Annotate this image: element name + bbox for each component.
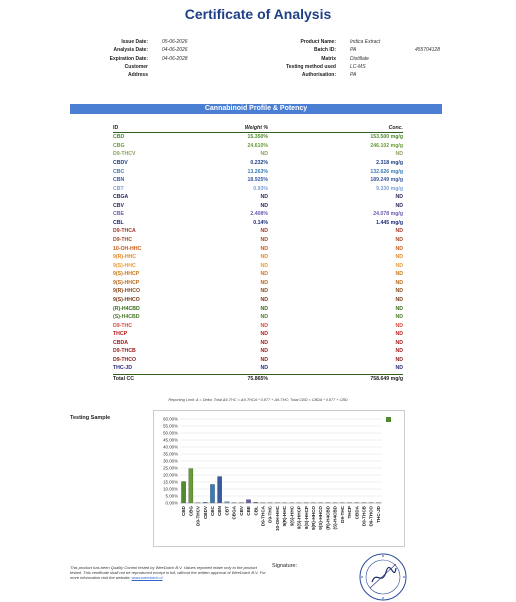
cell-conc: 24.078 mg/g (268, 211, 403, 217)
table-row (113, 244, 403, 253)
x-tick-label: CBDV (203, 505, 208, 519)
x-tick-label: CBG (188, 506, 193, 517)
table-row (113, 193, 403, 202)
meta-label: Analysis Date: (70, 46, 148, 54)
x-tick-label: CBT (224, 506, 229, 516)
meta-value: PA (336, 71, 400, 79)
cell-id: CBE (113, 211, 203, 217)
cell-weight: 24.610% (203, 143, 268, 149)
cell-conc: ND (268, 151, 403, 157)
total-weight: 75.865% (203, 376, 268, 382)
table-row (113, 330, 403, 339)
signature-label: Signature: (272, 563, 297, 569)
x-tick-label: 9(S)-HHCO (318, 506, 323, 530)
cell-id: CBDA (113, 340, 203, 346)
cell-conc: ND (268, 297, 403, 303)
table-row (113, 339, 403, 348)
cell-conc: 1.445 mg/g (268, 220, 403, 226)
x-tick-label: THC-JD (376, 505, 381, 523)
cell-conc: ND (268, 203, 403, 209)
cell-id: D9-THCA (113, 228, 203, 234)
cell-conc: ND (268, 340, 403, 346)
x-tick-label: CBE (246, 506, 251, 516)
meta-right (258, 38, 440, 79)
meta-value: Indica Extract (336, 38, 400, 46)
cell-conc: ND (268, 280, 403, 286)
table-row (113, 296, 403, 305)
table-row (113, 287, 403, 296)
x-tick-label: D9-THC (340, 505, 345, 523)
y-tick-label: 5.00% (166, 494, 179, 499)
cell-id: CBC (113, 169, 203, 175)
cell-id: CBV (113, 203, 203, 209)
y-tick-label: 40.00% (163, 445, 178, 450)
y-tick-label: 0.00% (166, 501, 179, 506)
meta-extra (400, 38, 440, 46)
x-tick-label: (S)-H4CBD (333, 505, 338, 529)
cell-conc: ND (268, 365, 403, 371)
cell-id: 9(S)-HHCP (113, 280, 203, 286)
meta-left (70, 38, 222, 79)
cell-weight: ND (203, 151, 268, 157)
total-label: Total CC (113, 376, 203, 382)
cell-weight: ND (203, 194, 268, 200)
table-row (113, 236, 403, 245)
cell-weight: ND (203, 263, 268, 269)
cell-conc: 9.330 mg/g (268, 186, 403, 192)
cell-id: (R)-H4CBD (113, 306, 203, 312)
cell-id: D9-THCV (113, 151, 203, 157)
y-tick-label: 55.00% (163, 424, 178, 429)
header-conc: Conc. (268, 125, 403, 131)
meta-row (70, 63, 222, 71)
bar (189, 469, 193, 503)
table-row (113, 202, 403, 211)
table-row (113, 159, 403, 168)
table-row (113, 176, 403, 185)
cell-id: D9-THCB (113, 348, 203, 354)
meta-label: Issue Date: (70, 38, 148, 46)
chart-title: Testing Sample (70, 415, 110, 421)
cell-weight: ND (203, 203, 268, 209)
table-row (113, 279, 403, 288)
cell-weight: ND (203, 323, 268, 329)
footer-disclaimer (70, 565, 270, 581)
cell-weight: ND (203, 306, 268, 312)
cell-id: 9(R)-HHC (113, 254, 203, 260)
meta-extra (400, 63, 440, 71)
table-row (113, 313, 403, 322)
cell-id: 10-OH-HHC (113, 246, 203, 252)
cell-id: CBG (113, 143, 203, 149)
x-tick-label: 9(R)-HHC (282, 505, 287, 526)
cell-weight: ND (203, 314, 268, 320)
meta-value: 04-06-2028 (148, 55, 222, 63)
meta-value: Distillate (336, 55, 400, 63)
x-tick-label: 10-OH-HHC (275, 505, 280, 531)
meta-label: Customer (70, 63, 148, 71)
cell-weight: ND (203, 228, 268, 234)
cell-id: D9-THC (113, 237, 203, 243)
footer-link[interactable]: www.weedutch.nl (132, 575, 163, 580)
cell-conc: ND (268, 357, 403, 363)
footer-text: This product has been Quality Control tested by WeeDutch B.V. Values reported relate only to the product tested. This certificate shall not be reproduced except in full, without the written approval of WeeDutch B.V. For more information visit the website: (70, 565, 266, 580)
x-tick-label: 9(R)-HHCO (311, 506, 316, 530)
cell-id: D9-THCO (113, 357, 203, 363)
cell-weight: ND (203, 357, 268, 363)
x-tick-label: CBDA (354, 505, 359, 519)
cell-weight: ND (203, 348, 268, 354)
stamp-seal-icon (358, 552, 408, 602)
meta-label: Product Name: (258, 38, 336, 46)
cell-id: CBT (113, 186, 203, 192)
y-tick-label: 45.00% (163, 438, 178, 443)
meta-row (70, 46, 222, 54)
cell-conc: ND (268, 288, 403, 294)
x-tick-label: D9-THCB (361, 505, 366, 526)
meta-value: LC-MS (336, 63, 400, 71)
cell-conc: 2.318 mg/g (268, 160, 403, 166)
meta-extra (400, 71, 440, 79)
cell-weight: ND (203, 331, 268, 337)
cell-weight: ND (203, 297, 268, 303)
cell-conc: ND (268, 228, 403, 234)
meta-label: Testing method used (258, 63, 336, 71)
meta-label: Batch ID: (258, 46, 336, 54)
cell-id: CBL (113, 220, 203, 226)
cell-conc: 246.102 mg/g (268, 143, 403, 149)
x-tick-label: CBV (239, 505, 244, 516)
header-id: ID (113, 125, 203, 131)
table-row (113, 261, 403, 270)
cell-weight: ND (203, 237, 268, 243)
meta-label: Matrix (258, 55, 336, 63)
table-row (113, 184, 403, 193)
cell-conc: ND (268, 331, 403, 337)
table-row (113, 219, 403, 228)
cell-conc: ND (268, 271, 403, 277)
header-weight: Weight % (203, 125, 268, 131)
table-row (113, 167, 403, 176)
table-body (113, 133, 403, 373)
total-conc: 758.649 mg/g (268, 376, 403, 382)
cell-weight: 13.263% (203, 169, 268, 175)
cell-weight: ND (203, 254, 268, 260)
reporting-note: Reporting Limit: Δ = Delta; Total Δ9-THC = Δ9-THCA * 0.877 + Δ9-THC; Total CBD = CBDA * 0.877 + CBD (0, 398, 516, 402)
cell-id: THC-JD (113, 365, 203, 371)
cell-weight: ND (203, 280, 268, 286)
y-tick-label: 60.00% (163, 417, 178, 422)
cell-weight: ND (203, 340, 268, 346)
document-title: Certificate of Analysis (0, 6, 516, 22)
table-row (113, 142, 403, 151)
table-row (113, 347, 403, 356)
table-row (113, 321, 403, 330)
cell-conc: 153.500 mg/g (268, 134, 403, 140)
cell-weight: ND (203, 288, 268, 294)
meta-value: PA (336, 46, 400, 54)
table-row (113, 304, 403, 313)
x-tick-label: CBL (253, 506, 258, 516)
meta-label: Authorisation: (258, 71, 336, 79)
cell-id: D9-THC (113, 323, 203, 329)
x-tick-label: D9-THCA (260, 505, 265, 526)
cell-weight: 0.93% (203, 186, 268, 192)
y-tick-label: 50.00% (163, 431, 178, 436)
cell-conc: ND (268, 194, 403, 200)
meta-value (148, 63, 222, 71)
meta-row (258, 55, 440, 63)
table-row (113, 210, 403, 219)
cell-weight: 15.350% (203, 134, 268, 140)
y-tick-label: 35.00% (163, 452, 178, 457)
x-tick-label: D9-THCO (369, 506, 374, 527)
cell-id: CBDV (113, 160, 203, 166)
meta-row (70, 38, 222, 46)
meta-value: 04-06-2026 (148, 46, 222, 54)
meta-label: Expiration Date: (70, 55, 148, 63)
meta-extra: 455704128 (400, 46, 440, 54)
cell-id: THCP (113, 331, 203, 337)
bar (218, 477, 222, 503)
cell-id: CBD (113, 134, 203, 140)
cell-id: 9(S)-HHCO (113, 297, 203, 303)
bar (246, 500, 250, 503)
cell-id: 9(R)-HHCO (113, 288, 203, 294)
bar (181, 482, 185, 503)
table-row (113, 150, 403, 159)
y-tick-label: 15.00% (163, 480, 178, 485)
chart-container (153, 410, 405, 547)
x-tick-label: D9-THC (268, 505, 273, 523)
cell-weight: 2.408% (203, 211, 268, 217)
cell-conc: ND (268, 263, 403, 269)
cell-conc: ND (268, 254, 403, 260)
bar-chart (154, 411, 404, 546)
bar (210, 484, 214, 503)
cell-weight: 0.232% (203, 160, 268, 166)
x-tick-label: CBC (210, 505, 215, 516)
cell-conc: ND (268, 348, 403, 354)
table-row (113, 133, 403, 142)
x-tick-label: CBGA (232, 505, 237, 519)
y-tick-label: 20.00% (163, 473, 178, 478)
meta-row (258, 71, 440, 79)
cell-weight: 0.14% (203, 220, 268, 226)
cell-conc: 189.249 mg/g (268, 177, 403, 183)
cell-id: (S)-H4CBD (113, 314, 203, 320)
x-tick-label: 9(S)-HHCP (297, 506, 302, 529)
section-title-bar: Cannabinoid Profile & Potency (70, 104, 442, 114)
cell-conc: ND (268, 237, 403, 243)
x-tick-label: D9-THCV (196, 505, 201, 526)
meta-value (148, 71, 222, 79)
cell-id: CBGA (113, 194, 203, 200)
meta-row (258, 63, 440, 71)
x-tick-label: (R)-H4CBD (325, 505, 330, 529)
table-header (113, 123, 403, 133)
table-row (113, 356, 403, 365)
cell-weight: ND (203, 271, 268, 277)
x-tick-label: THCP (347, 506, 352, 519)
x-tick-label: CBN (217, 505, 222, 516)
meta-row (70, 55, 222, 63)
cell-id: 9(S)-HHC (113, 263, 203, 269)
cell-conc: ND (268, 323, 403, 329)
cell-conc: ND (268, 306, 403, 312)
legend-swatch (386, 417, 391, 422)
y-tick-label: 10.00% (163, 487, 178, 492)
table-total-row (113, 374, 403, 384)
cell-conc: ND (268, 246, 403, 252)
y-tick-label: 25.00% (163, 466, 178, 471)
cell-conc: 132.626 mg/g (268, 169, 403, 175)
cell-id: 9(S)-HHCP (113, 271, 203, 277)
table-row (113, 253, 403, 262)
meta-extra (400, 55, 440, 63)
meta-value: 05-06-2026 (148, 38, 222, 46)
meta-row (258, 46, 440, 54)
y-tick-label: 30.00% (163, 459, 178, 464)
cell-id: CBN (113, 177, 203, 183)
x-tick-label: CBD (181, 505, 186, 516)
cell-weight: 18.925% (203, 177, 268, 183)
cannabinoid-table (113, 123, 403, 384)
table-row (113, 364, 403, 373)
table-row (113, 270, 403, 279)
meta-row (70, 71, 222, 79)
cell-weight: ND (203, 246, 268, 252)
cell-conc: ND (268, 314, 403, 320)
cell-weight: ND (203, 365, 268, 371)
meta-label: Address (70, 71, 148, 79)
meta-row (258, 38, 440, 46)
x-tick-label: 9(S)-HHCP (304, 506, 309, 529)
table-row (113, 227, 403, 236)
x-tick-label: 9(S)-HHC (289, 505, 294, 526)
